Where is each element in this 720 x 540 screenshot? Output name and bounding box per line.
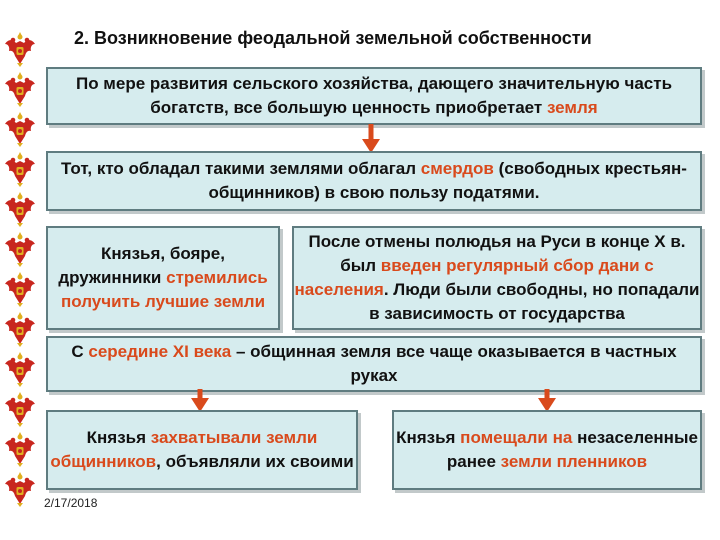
slide-date: 2/17/2018 [44,496,98,510]
highlight-text: смердов [420,159,494,178]
text-box-3 [46,226,280,330]
double-headed-eagle-icon [2,30,38,68]
page-title: 2. Возникновение феодальной земельной собственности [74,28,592,48]
text-box-5 [46,336,702,392]
text-box-1 [46,67,702,125]
text-box-7 [392,410,702,490]
box-7-text: Князья помещали на незаселенные ранее земли пленников [396,428,698,471]
box-2-text: Тот, кто обладал такими землями облагал смердов (свободных крестьян-общинников) в свою пользу податями. [61,159,687,202]
box-1-text: По мере развития сельского хозяйства, дающего значительную часть богатств, все большую ценность приобретает земля [75,74,673,117]
double-headed-eagle-icon [2,70,38,108]
double-headed-eagle-icon [2,150,38,188]
highlight-text: земли пленников [500,452,648,471]
highlight-text: земля [546,98,598,117]
double-headed-eagle-icon [2,430,38,468]
double-headed-eagle-icon [2,230,38,268]
highlight-text: середине XI века [88,342,232,361]
box-4-text: После отмены полюдья на Руси в конце X в. был введен регулярный сбор дани с населения. Люди были свободны, но попадали в зависимость от государства [294,232,700,323]
text-box-6 [46,410,358,490]
highlight-text: захватывали земли общинников [50,428,318,471]
highlight-text: помещали на [460,428,573,447]
highlight-text: введен регулярный сбор дани с населения [294,256,654,299]
double-headed-eagle-icon [2,270,38,308]
box-5-text: С середине XI века – общинная земля все чаще оказывается в частных руках [71,342,677,385]
emblem-strip [0,30,42,510]
double-headed-eagle-icon [2,110,38,148]
arrow-down-icon [362,124,380,154]
text-box-4 [292,226,702,330]
highlight-text: стремились получить лучшие земли [60,268,268,311]
double-headed-eagle-icon [2,470,38,508]
double-headed-eagle-icon [2,310,38,348]
double-headed-eagle-icon [2,390,38,428]
box-6-text: Князья захватывали земли общинников, объявляли их своими [50,428,354,471]
double-headed-eagle-icon [2,190,38,228]
text-box-2 [46,151,702,211]
double-headed-eagle-icon [2,350,38,388]
box-3-text: Князья, бояре, дружинники стремились получить лучшие земли [58,244,268,311]
